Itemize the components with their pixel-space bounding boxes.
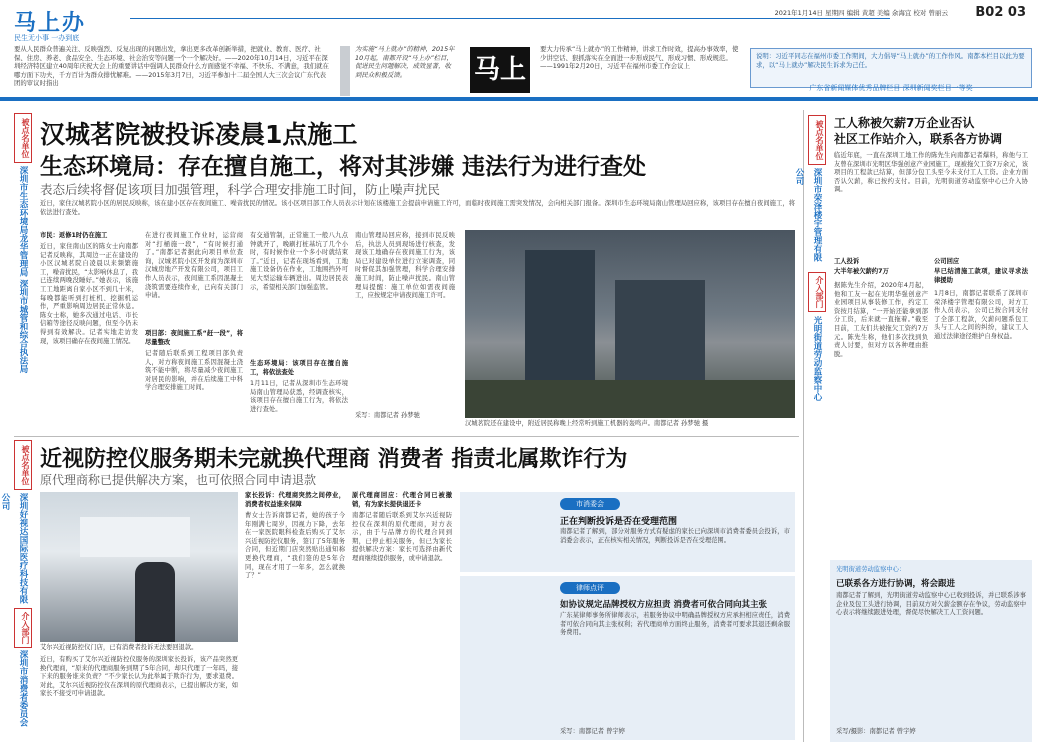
shop-sign-shape <box>80 517 190 557</box>
sidebar-box <box>830 560 1032 742</box>
named-unit-tag: 被点名单位 <box>14 440 32 490</box>
article-lead: 近日，家住汉城茗院小区的居民反映称，该在建小区存在夜间施工、噪音扰民的情况。该小区项目部工作人员表示计划在该楼施工会提前申请施工许可，而临时夜间施工需突发情况，会向相关部门报备。深圳市生态环境局南山管理局回应称，该项目存在擅自夜间施工，将依法进行查处。 <box>40 200 795 216</box>
intervening-dept-tag: 介入部门 <box>14 608 32 648</box>
quote-block-3: 要大力传承“马上就办”的工作精神，讲求工作时效，提高办事效率，使少讲空话、狠抓落实在全面进一步形成民气、形成习惯、形成规范。——1991年2月20日，习近平在福州市委工作会议上 <box>540 45 739 70</box>
photo-caption: 汉城茗院还在建设中，附近居民称晚上经常听到施工机器的轰鸣声。南都记者 孙梦驰 摄 <box>465 420 709 427</box>
page-number: B02 03 <box>975 5 1026 20</box>
masthead-title: 马上办 <box>14 10 87 36</box>
column-logo: 马上办 <box>470 47 530 93</box>
award-line: 广东省新闻媒体优秀品牌栏目 深圳新闻奖栏目一等奖 <box>809 84 973 92</box>
masthead-subtitle: 民生无小事 一办到底 <box>14 34 80 42</box>
named-unit-tag: 被点名单位 <box>14 113 32 163</box>
section-head: 大半年被欠薪约7万 <box>834 268 889 275</box>
top-stripe <box>0 97 1038 101</box>
box-label: 市消委会 <box>560 498 620 510</box>
section-head: 生态环境局：该项目存在擅自施工，将依法查处 <box>250 360 348 376</box>
person-shape <box>135 562 175 642</box>
section-head: 市民：返修1时仍在施工 <box>40 232 108 239</box>
box-text: 南都记者了解到，光明街道劳动监察中心已收到投诉，并已联系涉事企业及包工头进行协调，目前双方对欠薪金额存在争议，劳动监察中心表示将继续跟进处理，督促尽快解决工人工资问题。 <box>836 592 1026 617</box>
named-unit-name: 深圳市生态环境局龙华管理局 深圳市城管和综合执法局 <box>18 166 28 373</box>
sidebar-box <box>460 492 795 572</box>
article-subheadline: 社区工作站介入，联系各方协调 <box>834 132 1003 146</box>
construction-site-photo <box>465 230 795 418</box>
intervening-dept-name: 深圳市消费者委员会 <box>18 650 28 727</box>
article-column: 近日，家住南山区的陈女士向南都记者反映称，其周边一正在建设的小区汉城茗院自凌晨以来频繁施工，噪音扰民，“太影响休息了，我已连续两晚没睡好。”她表示，该施工工地距离自家小区不到几十米，每晚都能听到打桩机、挖掘机运作，严重影响周边居民正常休息。陈女士称，她多次通过电话、市长信箱等途径反映问题，但至今仍未得到有效解决。记者实地走访发现，该项目确存在夜间施工情况。 <box>40 243 138 345</box>
article-deck: 表态后续将督促该项目加强管理，科学合理安排施工时间，防止噪声扰民 <box>40 182 441 197</box>
section-head: 早已结清施工款项，建议寻求法律援助 <box>934 268 1028 284</box>
sidebar-box <box>460 576 795 740</box>
byline: 采写：南都记者 孙梦驰 <box>355 412 420 419</box>
box-headline: 已联系各方进行协调，将会跟进 <box>836 579 956 589</box>
clinic-photo <box>40 492 238 642</box>
page-meta: 2021年1月14日 星期四 编辑 黄超 美编 余海宜 校对 曾丽云 <box>774 9 948 17</box>
photo-caption: 艾尔兴近视防控仪门店，已有消费者投诉无法要回退款。 <box>40 644 198 651</box>
article-lead: 近日，有购买了艾尔兴近视防控仪服务的深圳家长投诉，该产品突然更换代理商，“原来的代理商服务到期了5年合同，却只代理了一年吗，接下来的服务谁来负责？”不少家长认为此举属于欺诈行为，要求退费。对此，艾尔兴近视防控仪在深圳的原代理商表示，已提出解决方案，如家长不接受可申请退款。 <box>40 656 238 698</box>
column-description: 说明：习近平同志在福州市委工作期间，大力倡导“马上就办”的工作作风。南都本栏目以此为要求，以“马上就办”解决民生诉求为己任。 <box>750 48 1032 88</box>
named-unit-tag: 被点名单位 <box>808 115 826 165</box>
column-divider <box>803 110 804 742</box>
ground-shape <box>465 380 795 418</box>
article-column: 有交通管制，正常施工一般八九点钟就开了，晚刷打桩基坑了几个小时，有时候作业一个多小时就结束了。”近日，记者在现场看到，工地施工设备仍在作业，工地围挡外可见大型运输车辆进出。周边居民表示，希望相关部门加强监管。 <box>250 232 348 291</box>
article-column: 南山管理局回应称，接到市民反映后，执法人员到现场进行核查，发现该工地确存在夜间施工行为，该局已对建设单位进行立案调查，同时督促其加强管理，科学合理安排施工时间，防止噪声扰民。南山管理局提醒：施工单位如需夜间施工，应按规定申请夜间施工许可。 <box>355 232 455 300</box>
section-head: 家长投诉：代理商突然之间停业，消费者权益谁来保障 <box>245 492 345 508</box>
building-shape <box>525 250 595 380</box>
article-column: 据陈先生介绍，2020年4月起，他和工友一起在光明华强创意产业园项目从事装修工作，约定工资按月结算，“一开始还能拿到部分工资，后来就一直拖着。”截至目前，工友们共被拖欠工资约7万元。陈先生称，他们多次找到负责人讨要，但对方以各种理由推脱。 <box>834 282 928 358</box>
intervening-dept-tag: 介入部门 <box>808 272 826 312</box>
byline: 采写：南都记者 曾宇婷 <box>560 728 625 735</box>
article-column: 记者随后联系到工程项目部负责人，对方称夜间施工系因混凝土浇筑不能中断，将尽量减少夜间施工对居民的影响，并在后续施工中科学合理安排施工时间。 <box>145 350 243 392</box>
section-head: 公司回应 <box>934 258 960 265</box>
box-text: 广东某律师事务所律师表示，若服务协议中明确品牌授权方应承担相应责任，消费者可依合同向其主张权利；若代理商单方面终止服务，消费者可要求其退还剩余服务费用。 <box>560 612 790 637</box>
article-column: 1月11日，记者从深圳市生态环境局南山管理局获悉，经调查核实，该项目存在擅自施工行为，将依法进行查处。 <box>250 380 348 413</box>
quote-block-1: 要从人民群众普遍关注、反映强烈、反复出现的问题出发，拿出更多改革创新举措，把就业、教育、医疗、社保、住房、养老、食品安全、生态环境、社会治安等问题一个一个解决好。——2020年10月14日，习近平在深圳经济特区建立40周年庆祝大会上的重要讲话中强调人民群众什么方面感觉不幸福、不快乐、不满意，我们就在哪方面下功夫，千方百计为群众排忧解难。——2015年3月7日，习近平参加十二届全国人大三次会议广东代表团的审议时指出 <box>14 45 329 87</box>
article-column: 曹女士告诉南都记者，她的孩子今年刚满七周岁，因视力下降，去年在一家医院眼科检查后购买了艾尔兴近视防控仪服务，签订了5年服务合同，但近期门店突然贴出通知称更换代理商，“我们签的是5年合同，现在才用了一年多，怎么就换了？” <box>245 512 345 580</box>
header-rule <box>130 18 890 19</box>
article-headline: 工人称被欠薪7万企业否认 <box>834 116 975 130</box>
intervening-dept-name: 光明街道劳动监察中心 <box>812 316 822 401</box>
named-unit-name: 深圳市荣泽楼宇管理有限公司 <box>794 168 822 262</box>
box-headline: 正在判断投诉是否在受理范围 <box>560 517 678 527</box>
box-text: 南都记者了解到，部分对服务方式有疑虑的家长已向深圳市消费者委员会投诉，市消委会表示，正在核实相关情况，判断投诉是否在受理范围。 <box>560 528 790 544</box>
section-divider <box>14 436 799 437</box>
named-unit-name: 深圳好视达国际医疗科技有限公司 <box>0 493 28 604</box>
section-head: 工人投诉 <box>834 258 860 265</box>
box-label: 律师点评 <box>560 582 620 594</box>
section-head: 原代理商回应：代理合同已被撤销，有为家长提供退还卡 <box>352 492 452 508</box>
article-column: 南都记者随后联系到艾尔兴近视防控仪在深圳的原代理商，对方表示，由于与品牌方的代理合同到期，已停止相关服务，但已为家长提供解决方案：家长可选择由新代理商继续提供服务，或申请退款。 <box>352 512 452 562</box>
article-column: 1月8日，南都记者联系了深圳市荣泽楼宇管理有限公司，对方工作人员表示，公司已按合同支付了全部工程款，欠薪问题系包工头与工人之间的纠纷，建议工人通过法律途径维护自身权益。 <box>934 290 1028 340</box>
article-deck: 原代理商称已提供解决方案，也可依照合同申请退款 <box>40 473 317 487</box>
article-headline: 近视防控仪服务期未完就换代理商 消费者 指责北属欺诈行为 <box>40 447 628 472</box>
article-subheadline: 生态环境局：存在擅自施工，将对其涉嫌 违法行为进行查处 <box>40 154 647 180</box>
box-label: 光明街道劳动监察中心： <box>836 566 906 573</box>
quote-block-2: 为实施“马上就办”的精神，2015年10月起，南都开设“马上办”栏目，促进民生问题解决，成效显著，收到民众积极反馈。 <box>355 45 455 79</box>
decor-bar <box>340 46 350 96</box>
box-headline: 如协议规定品牌授权方应担责 消费者可依合同向其主张 <box>560 600 767 610</box>
byline: 采写/摄影：南都记者 曾宇婷 <box>836 728 916 735</box>
article-column: 在进行夜间施工作业时，运营商对“打桶施一段”，“有时候打通了。”南都记者据此向项目单位查询，汉城茗院小区开发商为深圳市汉城房地产开发有限公司，项目工作人员表示，夜间施工系因混凝土浇筑需要连续作业，已向有关部门申请。 <box>145 232 243 300</box>
article-lead: 临近年底，一直在深圳工地工作的陈先生向南都记者爆料，称他与工友曾在深圳市光明区华强创意产业园施工，现被拖欠工资7万余元，该项目的工程款已结算，但部分包工头至今未支付工人工资。企业方面否认欠薪，称已按约支付。目前，光明街道劳动监察中心已介入协调。 <box>834 152 1028 194</box>
section-head: 项目部：夜间施工系“赶一段”，将尽量整改 <box>145 330 243 346</box>
article-headline: 汉城茗院被投诉凌晨1点施工 <box>40 120 358 149</box>
building-shape <box>615 280 705 380</box>
